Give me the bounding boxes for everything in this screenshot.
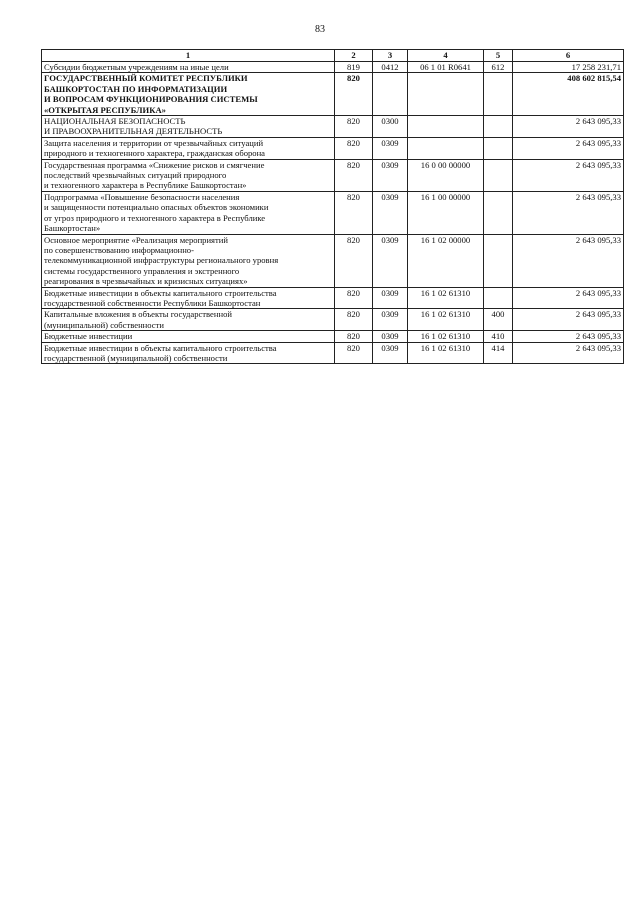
cell-name: Бюджетные инвестиции в объекты капитального строительства государственной собственности Республики Башкортостан [42, 287, 335, 309]
cell-rzpr: 0309 [373, 309, 408, 331]
cell-name: ГОСУДАРСТВЕННЫЙ КОМИТЕТ РЕСПУБЛИКИ БАШКОРТОСТАН ПО ИНФОРМАТИЗАЦИИ И ВОПРОСАМ ФУНКЦИОНИРОВАНИЯ СИСТЕМЫ «ОТКРЫТАЯ РЕСПУБЛИКА» [42, 73, 335, 116]
cell-amount: 2 643 095,33 [513, 234, 624, 287]
cell-ved: 820 [335, 137, 373, 159]
cell-ved: 819 [335, 62, 373, 73]
header-row [42, 50, 624, 62]
table-header [42, 50, 624, 62]
cell-amount: 2 643 095,33 [513, 309, 624, 331]
cell-vr [484, 73, 513, 116]
cell-vr: 414 [484, 342, 513, 364]
cell-rzpr: 0309 [373, 191, 408, 234]
cell-rzpr: 0309 [373, 159, 408, 191]
table-row [42, 137, 624, 159]
cell-rzpr: 0309 [373, 331, 408, 342]
cell-csr: 16 1 02 61310 [408, 287, 484, 309]
cell-ved: 820 [335, 73, 373, 116]
cell-csr: 16 0 00 00000 [408, 159, 484, 191]
cell-csr: 16 1 02 61310 [408, 309, 484, 331]
table-row [42, 116, 624, 138]
header-col-2: 2 [335, 50, 373, 62]
cell-rzpr: 0412 [373, 62, 408, 73]
table-row [42, 309, 624, 331]
cell-name: Государственная программа «Снижение рисков и смягчение последствий чрезвычайных ситуаций природного и техногенного характера в Республике Башкортостан» [42, 159, 335, 191]
cell-amount: 408 602 815,54 [513, 73, 624, 116]
cell-ved: 820 [335, 116, 373, 138]
table-row [42, 234, 624, 287]
cell-rzpr: 0309 [373, 342, 408, 364]
cell-vr [484, 287, 513, 309]
cell-amount: 2 643 095,33 [513, 191, 624, 234]
cell-csr: 16 1 00 00000 [408, 191, 484, 234]
cell-name: Бюджетные инвестиции в объекты капитального строительства государственной (муниципальной) собственности [42, 342, 335, 364]
cell-name: Капитальные вложения в объекты государственной (муниципальной) собственности [42, 309, 335, 331]
page-number: 83 [315, 24, 325, 35]
cell-csr: 16 1 02 00000 [408, 234, 484, 287]
cell-csr: 06 1 01 R0641 [408, 62, 484, 73]
header-col-6: 6 [513, 50, 624, 62]
cell-amount: 2 643 095,33 [513, 137, 624, 159]
cell-amount: 17 258 231,71 [513, 62, 624, 73]
cell-rzpr: 0309 [373, 234, 408, 287]
cell-rzpr: 0309 [373, 287, 408, 309]
table-row [42, 191, 624, 234]
cell-amount: 2 643 095,33 [513, 287, 624, 309]
cell-name: Основное мероприятие «Реализация мероприятий по совершенствованию информационно- телекоммуникационной инфраструктуры регионального уровня системы государственного управления и экстренного реагирования в чрезвычайных и кризисных ситуациях» [42, 234, 335, 287]
cell-amount: 2 643 095,33 [513, 159, 624, 191]
cell-ved: 820 [335, 287, 373, 309]
cell-vr: 410 [484, 331, 513, 342]
cell-name: НАЦИОНАЛЬНАЯ БЕЗОПАСНОСТЬ И ПРАВООХРАНИТЕЛЬНАЯ ДЕЯТЕЛЬНОСТЬ [42, 116, 335, 138]
table-body [42, 62, 624, 364]
cell-csr [408, 73, 484, 116]
cell-csr [408, 137, 484, 159]
cell-amount: 2 643 095,33 [513, 342, 624, 364]
cell-name: Субсидии бюджетным учреждениям на иные цели [42, 62, 335, 73]
cell-rzpr: 0300 [373, 116, 408, 138]
cell-vr: 400 [484, 309, 513, 331]
cell-ved: 820 [335, 331, 373, 342]
cell-amount: 2 643 095,33 [513, 331, 624, 342]
cell-csr: 16 1 02 61310 [408, 342, 484, 364]
cell-vr [484, 137, 513, 159]
table-row [42, 73, 624, 116]
cell-amount: 2 643 095,33 [513, 116, 624, 138]
cell-vr [484, 116, 513, 138]
header-col-4: 4 [408, 50, 484, 62]
cell-vr [484, 159, 513, 191]
cell-vr [484, 191, 513, 234]
cell-ved: 820 [335, 309, 373, 331]
cell-ved: 820 [335, 159, 373, 191]
header-col-5: 5 [484, 50, 513, 62]
cell-ved: 820 [335, 234, 373, 287]
cell-rzpr [373, 73, 408, 116]
table-row [42, 331, 624, 342]
cell-csr: 16 1 02 61310 [408, 331, 484, 342]
cell-csr [408, 116, 484, 138]
budget-table [41, 49, 624, 364]
cell-name: Подпрограмма «Повышение безопасности населения и защищенности потенциально опасных объектов экономики от угроз природного и техногенного характера в Республике Башкортостан» [42, 191, 335, 234]
table-row [42, 342, 624, 364]
table-row [42, 62, 624, 73]
cell-vr: 612 [484, 62, 513, 73]
cell-vr [484, 234, 513, 287]
cell-rzpr: 0309 [373, 137, 408, 159]
table-row [42, 159, 624, 191]
cell-name: Бюджетные инвестиции [42, 331, 335, 342]
cell-ved: 820 [335, 342, 373, 364]
table-row [42, 287, 624, 309]
header-col-1: 1 [42, 50, 335, 62]
cell-name: Защита населения и территории от чрезвычайных ситуаций природного и техногенного характера, гражданская оборона [42, 137, 335, 159]
header-col-3: 3 [373, 50, 408, 62]
cell-ved: 820 [335, 191, 373, 234]
